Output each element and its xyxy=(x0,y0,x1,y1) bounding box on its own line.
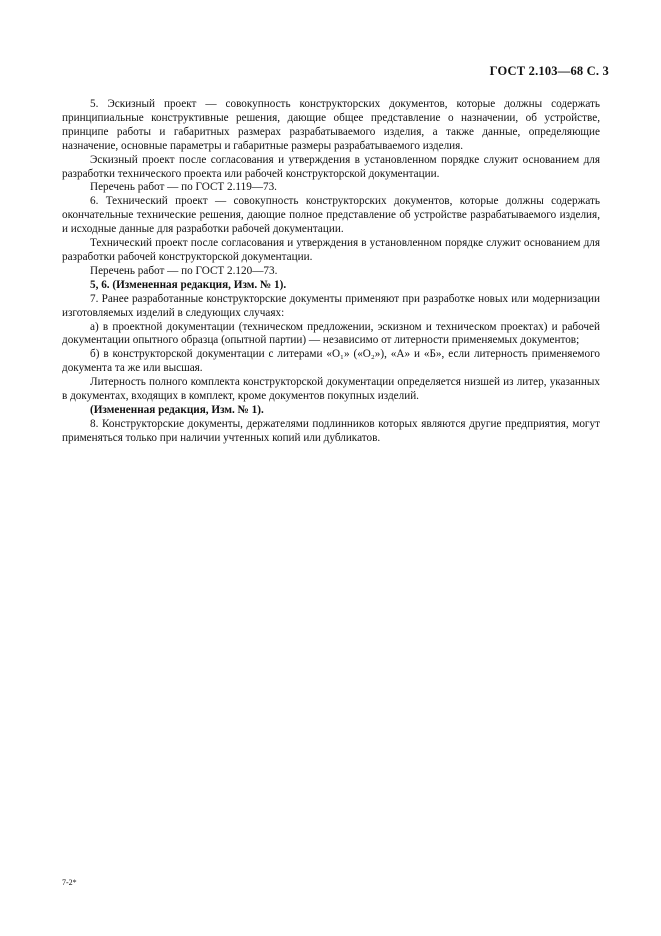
paragraph-8: 8. Конструкторские документы, держателями подлинников которых являются другие предприятия, могут применяться только при наличии учтенных копий или дубликатов. xyxy=(62,417,600,444)
paragraph-7a: а) в проектной документации (техническом предложении, эскизном и техническом проектах) и рабочей документации опытного образца (опытной партии) — независимо от литерности применяемых документов; xyxy=(62,320,600,347)
paragraph-work-list-2120: Перечень работ — по ГОСТ 2.120—73. xyxy=(90,264,278,277)
amendment-note-5-6: 5, 6. (Измененная редакция, Изм. № 1). xyxy=(90,278,287,291)
paragraph-sketch-approval: Эскизный проект после согласования и утверждения в установленном порядке служит основанием для разработки технического проекта или рабочей конструкторской документации. xyxy=(62,153,600,180)
paragraph-work-list-2119: Перечень работ — по ГОСТ 2.119—73. xyxy=(90,181,277,194)
page-footer-mark: 7-2* xyxy=(62,878,77,887)
paragraph-6: 6. Технический проект — совокупность конструкторских документов, которые должны содержать окончательные технические решения, дающие полное представление об устройстве разрабатываемого изделия, и исходные данные для разработки рабочей документации. xyxy=(62,195,600,236)
paragraph-7b: б) в конструкторской документации с литерами «О₁» («О₂»), «А» и «Б», если литерность применяемого документа та же или высшая. xyxy=(62,348,600,375)
page-header: ГОСТ 2.103—68 С. 3 xyxy=(489,64,609,78)
amendment-note: (Измененная редакция, Изм. № 1). xyxy=(90,403,264,416)
paragraph-tech-approval: Технический проект после согласования и утверждения в установленном порядке служит основанием для разработки рабочей конструкторской документации. xyxy=(62,237,600,263)
document-body xyxy=(62,98,600,446)
paragraph-5: 5. Эскизный проект — совокупность конструкторских документов, которые должны содержать принципиальные конструктивные решения, дающие общее представление о назначении, об устройстве, принципе работы и габаритных размерах разрабатываемого изделия, а также данные, определяющие назначение, основные параметры и габаритные размеры разрабатываемого изделия. xyxy=(62,98,600,152)
paragraph-literacy: Литерность полного комплекта конструкторской документации определяется низшей из литер, указанных в документах, входящих в комплект, кроме документов покупных изделий. xyxy=(62,376,600,403)
paragraph-7: 7. Ранее разработанные конструкторские документы применяют при разработке новых или модернизации изготовляемых изделий в следующих случаях: xyxy=(62,292,600,319)
